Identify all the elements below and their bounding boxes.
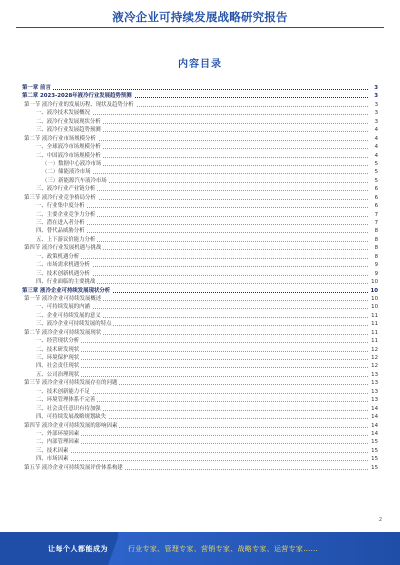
toc-entry-page: 15 [368,447,378,455]
toc-entry-page: 9 [368,270,378,278]
toc-entry[interactable] [22,211,378,219]
toc-entry[interactable] [22,430,378,438]
toc-entry-page: 9 [368,261,378,269]
toc-entry[interactable] [22,337,378,345]
toc-entry[interactable] [22,185,378,193]
toc-entry[interactable] [22,329,378,337]
toc-entry-page: 3 [368,101,378,109]
toc-entry-title: 一、技术创新能力不足 [22,388,92,396]
toc-entry-page: 10 [368,287,378,295]
toc-entry[interactable] [22,219,378,227]
toc-entry[interactable] [22,160,378,168]
toc-entry[interactable] [22,362,378,370]
toc-entry-title: 二、液冷行业发展现状分析 [22,118,103,126]
page-footer [0,532,400,565]
toc-entry-title: （二）储能液冷市场 [22,168,93,176]
toc-entry-title: 一、经营现状分析 [22,337,81,345]
toc-leader-dots [22,89,368,90]
toc-entry-title: 一、政策机遇分析 [22,253,81,261]
toc-entry[interactable] [22,84,378,92]
toc-entry-page: 14 [368,405,378,413]
toc-entry-page: 8 [368,253,378,261]
toc-entry-title: 第一章 前言 [22,85,51,91]
toc-entry[interactable] [22,270,378,278]
toc-entry-title: 第三节 液冷企业可持续发展存在的问题 [24,380,118,387]
toc-entry-page: 10 [368,295,378,303]
toc-entry[interactable] [22,109,378,117]
toc-entry-page: 11 [368,337,378,345]
toc-entry-page: 6 [368,194,378,202]
toc-entry-page: 13 [368,371,378,379]
toc-entry-page: 12 [368,346,378,354]
toc-entry-page: 13 [368,396,378,404]
toc-entry-title: 第三节 液冷行业竞争格局分析 [24,194,96,201]
toc-entry-title: 四、市场因素 [22,455,70,463]
toc-entry-title: 一、外部环境因素 [22,430,81,438]
toc-entry[interactable] [22,388,378,396]
toc-entry[interactable] [22,447,378,455]
toc-entry-page: 4 [368,126,378,134]
toc-entry[interactable] [22,303,378,311]
toc-entry-page: 11 [368,329,378,337]
toc-entry-page: 5 [368,177,378,185]
toc-entry[interactable] [22,464,378,472]
toc-entry-page: 11 [368,312,378,320]
toc-entry-title: （三）新能源汽车液冷市场 [22,177,109,185]
toc-entry-title: 五、上下游议价能力分析 [22,236,97,244]
toc-entry-title: 五、公司治理现状 [22,371,81,379]
toc-entry-title: 四、行业面临的主要挑战 [22,278,97,286]
toc-entry-title: 第一节 液冷行业的发展历程、现状及趋势分析 [24,101,134,108]
toc-entry-page: 12 [368,354,378,362]
toc-entry-page: 6 [368,202,378,210]
toc-entry-page: 13 [368,379,378,387]
toc-entry-title: 四、社会责任现状 [22,362,81,370]
toc-entry-page: 15 [368,464,378,472]
toc-entry-title: 二、市场需求机遇分析 [22,261,92,269]
toc-entry-page: 12 [368,362,378,370]
toc-entry-page: 4 [368,135,378,143]
toc-entry[interactable] [22,312,378,320]
toc-entry[interactable] [22,202,378,210]
toc-entry-page: 5 [368,160,378,168]
toc-entry-title: 一、全球液冷市场规模分析 [22,143,103,151]
toc-entry-page: 4 [368,152,378,160]
toc-entry[interactable] [22,396,378,404]
toc-entry[interactable] [22,320,378,328]
toc-entry-page: 6 [368,185,378,193]
toc-entry-page: 4 [368,143,378,151]
toc-entry-title: 三、液冷企业可持续发展的特点 [22,320,113,328]
toc-entry-title: 二、主要企业竞争力分析 [22,211,97,219]
toc-entry[interactable] [22,101,378,109]
toc-entry[interactable] [22,346,378,354]
toc-entry-title: 第四节 液冷行业发展机遇与挑战 [24,245,102,252]
toc-entry-title: 第四节 液冷企业可持续发展的影响因素 [24,422,118,429]
toc-heading: 内容目录 [178,59,222,70]
toc-entry-page: 3 [368,109,378,117]
footer-slogan-right: 行业专家、管理专家、营销专家、战略专家、运营专家…… [128,545,318,553]
toc-entry-page: 15 [368,438,378,446]
toc-entry[interactable] [22,152,378,160]
toc-entry-title: 第二章 2023-2028年液冷行业发展趋势预测 [22,93,132,100]
toc-entry-title: 第二节 液冷行业市场规模分析 [24,135,96,142]
toc-entry-title: 二、技术研发现状 [22,346,81,354]
toc-entry-page: 8 [368,227,378,235]
toc-entry-title: 二、环境管理体系不完善 [22,396,97,404]
toc-entry-title: 三、液冷行业产业链分析 [22,185,97,193]
toc-entry[interactable] [22,143,378,151]
toc-entry[interactable] [22,168,378,176]
toc-entry-page: 10 [368,303,378,311]
toc-entry[interactable] [22,278,378,286]
page-header [0,0,400,30]
toc-entry-page: 11 [368,320,378,328]
toc-leader-dots [22,460,368,461]
toc-entry-title: 三、技术创新机遇分析 [22,270,92,278]
toc-entry[interactable] [22,236,378,244]
toc-entry-page: 5 [368,168,378,176]
toc-entry[interactable] [22,371,378,379]
toc-entry-page: 10 [368,278,378,286]
toc-entry-page: 14 [368,413,378,421]
toc-entry-page: 15 [368,455,378,463]
toc-entry-title: 三、液冷行业发展趋势预测 [22,126,103,134]
toc-entry[interactable] [22,455,378,463]
toc-entry[interactable] [22,261,378,269]
toc-entry-page: 8 [368,236,378,244]
toc-entry-page: 3 [368,92,378,100]
toc-entry-title: 第二节 液冷企业可持续发展现状 [24,329,102,336]
toc-entry[interactable] [22,405,378,413]
toc-entry-page: 3 [368,118,378,126]
toc-leader-dots [22,452,368,453]
toc-entry[interactable] [22,413,378,421]
toc-entry-title: 三、技术因素 [22,447,70,455]
toc-entry-title: 第五节 液冷企业可持续发展评价体系构建 [24,464,123,471]
toc-entry[interactable] [22,92,378,100]
toc-entry-page: 7 [368,211,378,219]
toc-entry[interactable] [22,379,378,387]
toc-entry[interactable] [22,194,378,202]
toc-entry[interactable] [22,244,378,252]
toc-entry[interactable] [22,295,378,303]
toc-entry[interactable] [22,227,378,235]
toc-entry-title: 二、内部管理因素 [22,438,81,446]
toc-entry-page: 3 [368,84,378,92]
toc-entry-title: 二、企业可持续发展的意义 [22,312,103,320]
toc-entry-title: 一、行业集中度分析 [22,202,87,210]
toc-entry[interactable] [22,177,378,185]
toc-entry[interactable] [22,422,378,430]
toc-entry[interactable] [22,126,378,134]
toc-entry[interactable] [22,135,378,143]
table-of-contents [22,84,378,472]
toc-entry-title: 一、可持续发展的内涵 [22,303,92,311]
toc-entry-title: 三、环境保护现状 [22,354,81,362]
toc-entry[interactable] [22,287,378,295]
toc-entry[interactable] [22,118,378,126]
toc-entry-title: 三、潜在进入者分析 [22,219,87,227]
toc-entry-title: 二、中国液冷市场规模分析 [22,152,103,160]
toc-entry-title: 第一节 液冷企业可持续发展概述 [24,295,102,302]
toc-entry-title: 四、替代品威胁分析 [22,227,87,235]
toc-entry-title: 三、社会责任意识有待加强 [22,405,103,413]
report-title: 液冷企业可持续发展战略研究报告 [112,10,288,24]
toc-entry[interactable] [22,354,378,362]
header-divider [16,27,384,28]
toc-entry-title: 四、可持续发展战略规划缺失 [22,413,108,421]
footer-slogan-left: 让每个人都能成为 [48,545,108,553]
toc-entry-page: 7 [368,219,378,227]
page-number: 2 [378,517,382,523]
toc-entry-title: （一）数据中心液冷市场 [22,160,103,168]
toc-entry-title: 第三章 液冷企业可持续发展现状分析 [22,287,111,294]
toc-entry-title: 一、液冷技术发展概况 [22,109,92,117]
toc-entry[interactable] [22,438,378,446]
toc-entry-page: 8 [368,244,378,252]
toc-entry-page: 14 [368,430,378,438]
toc-entry[interactable] [22,253,378,261]
toc-entry-page: 13 [368,388,378,396]
toc-entry-page: 14 [368,422,378,430]
